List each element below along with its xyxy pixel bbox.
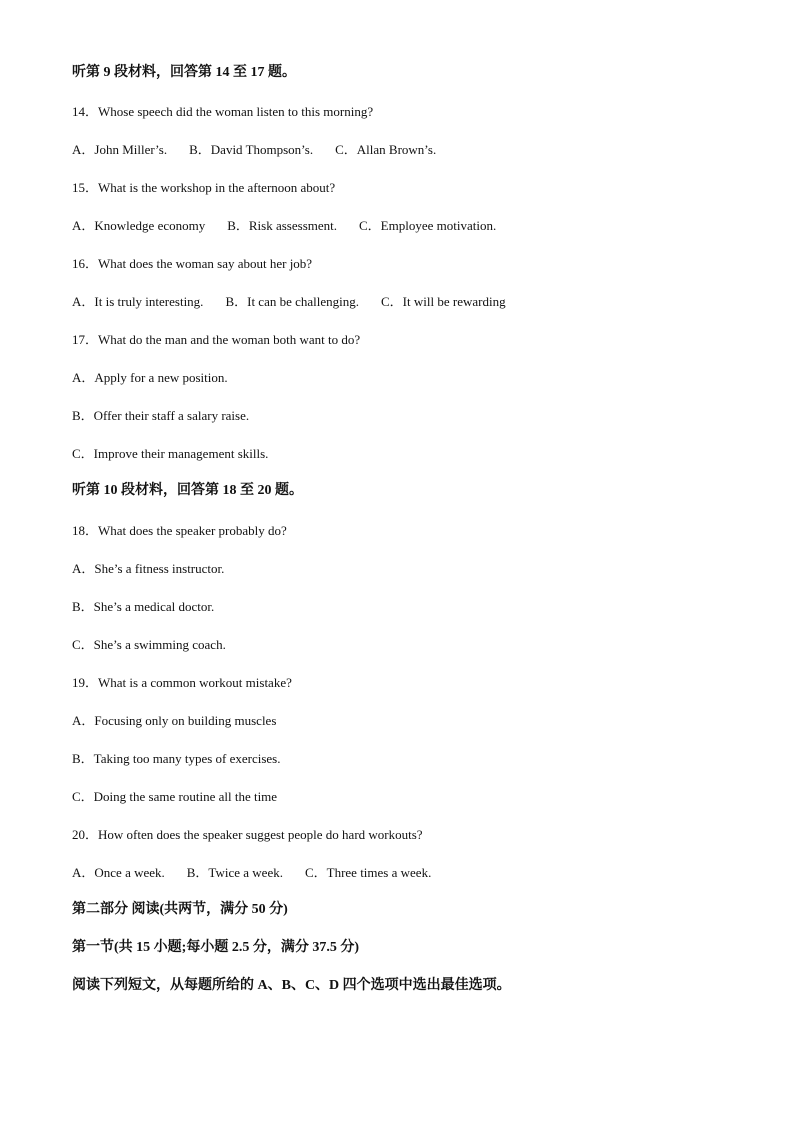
option-a: A．Once a week.: [72, 865, 165, 880]
reading-instruction: 阅读下列短文，从每题所给的 A、B、C、D 四个选项中选出最佳选项。: [72, 978, 511, 993]
question-18-option-a: A．She’s a fitness instructor.: [72, 561, 225, 576]
part-2-heading: 第二部分 阅读(共两节，满分 50 分): [72, 902, 288, 917]
option-b: B．Twice a week.: [186, 865, 283, 880]
option-c: C．Allan Brown’s.: [335, 142, 437, 157]
option-b: B．It can be challenging.: [225, 294, 360, 309]
option-b: B．Risk assessment.: [227, 218, 338, 233]
question-17-option-a: A．Apply for a new position.: [72, 370, 228, 385]
question-19-option-b: B．Taking too many types of exercises.: [72, 751, 281, 766]
question-15: 15．What is the workshop in the afternoon about?: [72, 180, 336, 195]
option-c: C．Three times a week.: [304, 865, 432, 880]
question-16-options: [72, 294, 506, 310]
option-b: B．David Thompson’s.: [189, 142, 314, 157]
question-17: 17．What do the man and the woman both want to do?: [72, 332, 361, 347]
section-10-heading: 听第 10 段材料，回答第 18 至 20 题。: [72, 483, 303, 498]
option-a: A．Knowledge economy: [72, 218, 206, 233]
option-c: C．Employee motivation.: [359, 218, 497, 233]
option-a: A．It is truly interesting.: [72, 294, 204, 309]
question-19-option-a: A．Focusing only on building muscles: [72, 713, 277, 728]
question-14: 14．Whose speech did the woman listen to this morning?: [72, 104, 374, 119]
question-19: 19．What is a common workout mistake?: [72, 675, 292, 690]
option-a: A．John Miller’s.: [72, 142, 168, 157]
question-18: 18．What does the speaker probably do?: [72, 523, 287, 538]
option-c: C．It will be rewarding: [381, 294, 506, 309]
question-17-option-b: B．Offer their staff a salary raise.: [72, 408, 250, 423]
section-9-heading: 听第 9 段材料，回答第 14 至 17 题。: [72, 65, 296, 80]
question-16: 16．What does the woman say about her job?: [72, 256, 313, 271]
part-2-subheading: 第一节(共 15 小题;每小题 2.5 分，满分 37.5 分): [72, 940, 359, 955]
question-14-options: [72, 142, 436, 158]
question-20: 20．How often does the speaker suggest people do hard workouts?: [72, 827, 423, 842]
question-17-option-c: C．Improve their management skills.: [72, 446, 269, 461]
question-18-option-b: B．She’s a medical doctor.: [72, 599, 215, 614]
question-18-option-c: C．She’s a swimming coach.: [72, 637, 226, 652]
question-19-option-c: C．Doing the same routine all the time: [72, 789, 278, 804]
question-15-options: [72, 218, 496, 234]
question-20-options: [72, 865, 431, 881]
